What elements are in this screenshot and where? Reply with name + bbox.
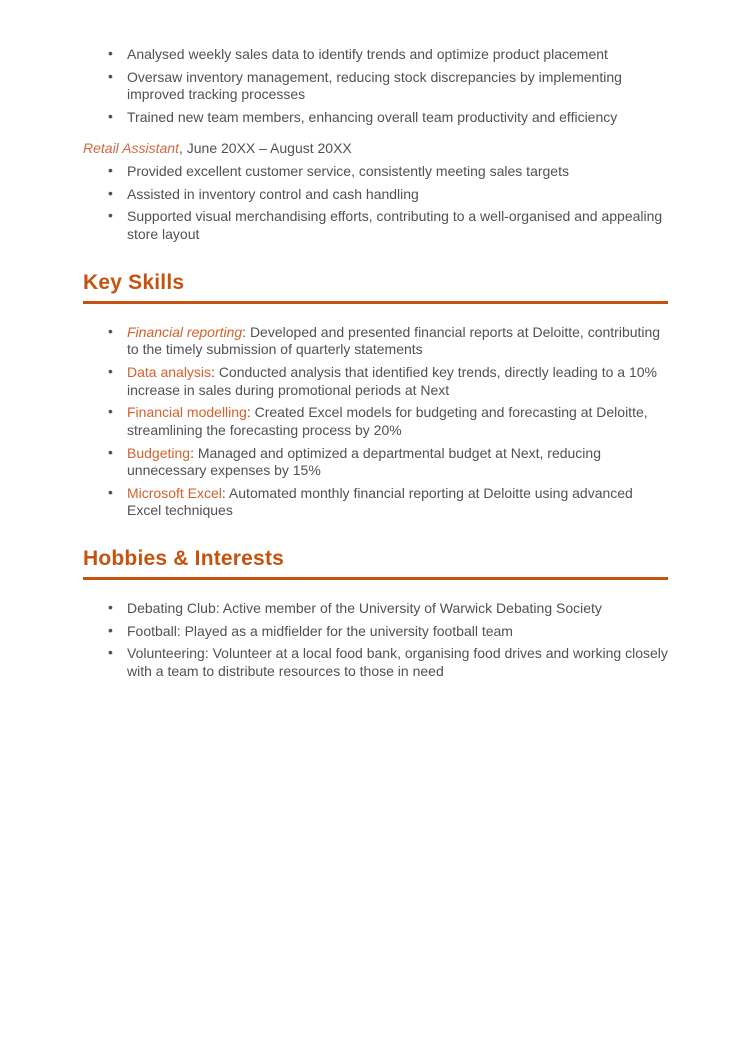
list-item: • Debating Club: Active member of the University of Warwick Debating Society (127, 600, 668, 618)
job-title-line (83, 140, 668, 158)
list-item (127, 445, 668, 480)
list-item: • Volunteering: Volunteer at a local food bank, organising food drives and working closely with a team to distribute resources to those in need (127, 645, 668, 680)
previous-role-bullet-list (83, 46, 668, 127)
key-skills-divider (83, 301, 668, 304)
skill-text: : Developed and presented financial reports at Deloitte, contributing to the timely submission of quarterly statements (127, 323, 661, 358)
job-dates: , June 20XX – August 20XX (178, 139, 352, 156)
hobbies-heading: Hobbies & Interests (83, 547, 285, 571)
list-item: • Supported visual merchandising efforts, contributing to a well-organised and appealing store layout (127, 208, 668, 243)
list-item: • Assisted in inventory control and cash handling (127, 186, 668, 204)
skill-label: Data analysis (127, 364, 212, 381)
skills-list (83, 324, 668, 520)
list-item: • Provided excellent customer service, consistently meeting sales targets (127, 163, 668, 181)
skill-text: : Automated monthly financial reporting at Deloitte using advanced Excel techniques (127, 484, 633, 519)
experience-section (83, 46, 668, 244)
skill-label: Budgeting (127, 444, 191, 461)
hobbies-section (83, 547, 668, 681)
skill-label: Financial reporting (127, 323, 243, 340)
list-item (127, 364, 668, 399)
key-skills-section (83, 271, 668, 520)
list-item (127, 485, 668, 520)
skill-text: : Managed and optimized a departmental budget at Next, reducing unnecessary expenses by 15% (127, 444, 601, 479)
skill-label: Microsoft Excel (127, 484, 222, 501)
key-skills-heading: Key Skills (83, 270, 185, 294)
skill-text: : Created Excel models for budgeting and forecasting at Deloitte, streamlining the forecasting process by 20% (127, 404, 648, 438)
list-item: • Trained new team members, enhancing overall team productivity and efficiency (127, 109, 668, 127)
skill-text: : Conducted analysis that identified key trends, directly leading to a 10% increase in sales during promotional periods at Next (127, 364, 657, 398)
list-item (127, 404, 668, 439)
list-item: • Analysed weekly sales data to identify trends and optimize product placement (127, 46, 668, 64)
hobbies-divider (83, 577, 668, 580)
list-item (127, 324, 668, 359)
job-title: Retail Assistant (83, 139, 179, 156)
list-item: • Football: Played as a midfielder for the university football team (127, 623, 668, 641)
skill-label: Financial modelling (127, 404, 247, 421)
hobbies-list (83, 600, 668, 681)
job-bullet-list (83, 163, 668, 244)
list-item: • Oversaw inventory management, reducing stock discrepancies by implementing improved tracking processes (127, 69, 668, 104)
